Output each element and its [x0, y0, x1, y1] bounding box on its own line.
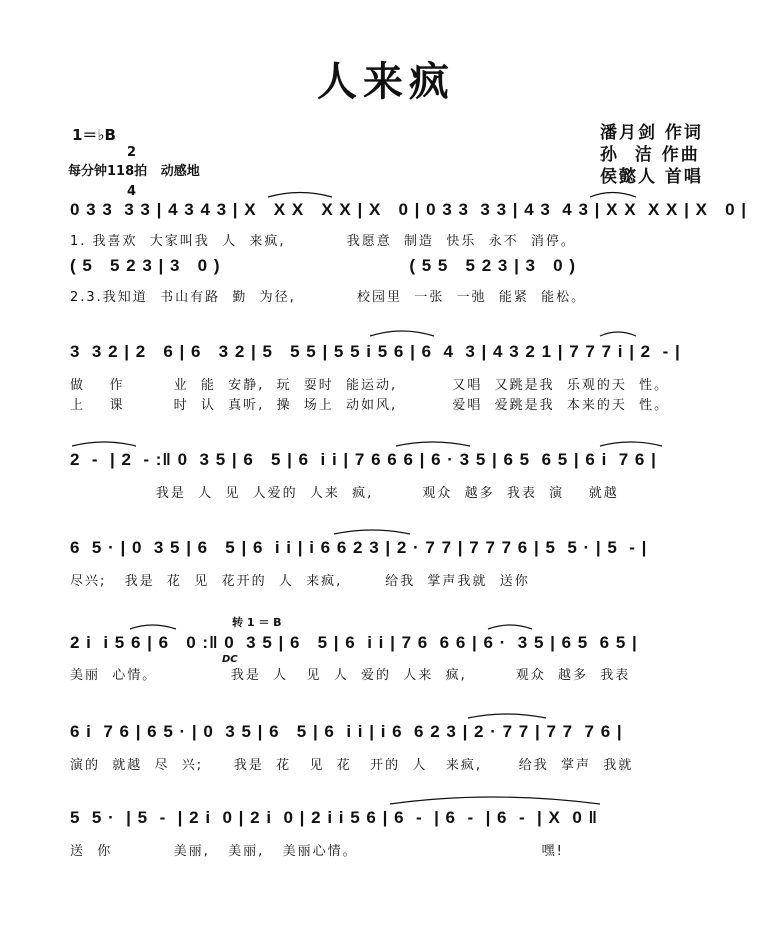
lyric-line-7: 演的 就越 尽 兴; 我是 花 见 花 开的 人 来疯, 给我 掌声 我就: [70, 758, 634, 773]
notation-line-8: 5 5 · | 5 - | 2 i 0 | 2 i 0 | 2 i i 5 6 | 6 - | 6 - | 6 - | X 0 ‖: [70, 808, 598, 827]
lyric-line-1: 1. 我喜欢 大家叫我 人 来疯, 我愿意 制造 快乐 永不 消停。: [70, 234, 576, 249]
notation-line-7: 6 i 7 6 | 6 5 · | 0 3 5 | 6 5 | 6 i i | i 6 6 2 3 | 2 · 7 7 | 7 7 7 6 |: [70, 722, 623, 741]
notation-line-3: 3 3 2 | 2 6 | 6 3 2 | 5 5 5 | 5 5 i 5 6 | 6 4 3 | 4 3 2 1 | 7 7 7 i | 2 - |: [70, 342, 681, 361]
tempo-marking: 每分钟118拍 动感地: [68, 164, 200, 179]
dc-marking: DC: [222, 654, 238, 665]
notation-line-5: 6 5 · | 0 3 5 | 6 5 | 6 i i | i 6 6 2 3 | 2 · 7 7 | 7 7 7 6 | 5 5 · | 5 - |: [70, 538, 648, 557]
lyric-line-8: 送 你 美丽, 美丽, 美丽心情。 嘿!: [70, 844, 564, 859]
slur-arc: [334, 530, 410, 534]
slur-arc: [468, 714, 546, 718]
slur-arc: [390, 797, 600, 804]
notation-line-2: ( 5 5 2 3 | 3 0 ) ( 5 5 5 2 3 | 3 0 ): [70, 256, 577, 275]
notation-line-6: 2 i i 5 6 | 6 0 :‖ 0 3 5 | 6 5 | 6 i i | 7 6 6 6 | 6 · 3 5 | 6 5 6 5 |: [70, 633, 638, 652]
time-signature-numerator: 2: [127, 145, 137, 160]
slur-arc: [268, 193, 332, 198]
slur-arc: [600, 442, 662, 446]
lyricist-credit: 潘月剑 作词: [600, 123, 703, 143]
slur-arc: [488, 625, 532, 629]
key-signature: 1＝♭B: [72, 126, 116, 144]
lyric-line-3a: 做 作 业 能 安静, 玩 耍时 能运动, 又唱 又跳是我 乐观的天 性。: [70, 378, 670, 393]
lyric-line-3b: 上 课 时 认 真听, 操 场上 动如风, 爱唱 爱跳是我 本来的天 性。: [70, 398, 670, 413]
composer-credit: 孙 洁 作曲: [600, 145, 700, 165]
lyric-line-2: 2.3.我知道 书山有路 勤 为径, 校园里 一张 一弛 能紧 能松。: [70, 290, 587, 305]
lyric-line-4: 我是 人 见 人爱的 人来 疯, 观众 越多 我表 演 就越: [70, 486, 619, 501]
slur-arc: [130, 625, 176, 629]
modulation-marking: 转 1 ＝ B: [232, 616, 282, 629]
lyric-line-5: 尽兴; 我是 花 见 花开的 人 来疯, 给我 掌声我就 送你: [70, 574, 530, 589]
time-signature-denominator: 4: [127, 184, 137, 199]
slur-arc: [600, 332, 636, 336]
notation-line-1: 0 3 3 3 3 | 4 3 4 3 | X X X X X | X 0 | 0 3 3 3 3 | 4 3 4 3 | X X X X | X 0 |: [70, 200, 748, 219]
slur-arc: [370, 331, 434, 336]
singer-credit: 侯懿人 首唱: [600, 167, 703, 187]
lyric-line-6: 美丽 心情。 我是 人 见 人 爱的 人来 疯, 观众 越多 我表: [70, 668, 631, 683]
slur-arc: [72, 442, 136, 446]
song-title: 人来疯: [317, 59, 455, 105]
notation-line-4: 2 - | 2 - :‖ 0 3 5 | 6 5 | 6 i i | 7 6 6 6 | 6 · 3 5 | 6 5 6 5 | 6 i 7 6 |: [70, 450, 657, 469]
slur-arc: [590, 193, 636, 198]
slur-arc: [396, 442, 470, 446]
